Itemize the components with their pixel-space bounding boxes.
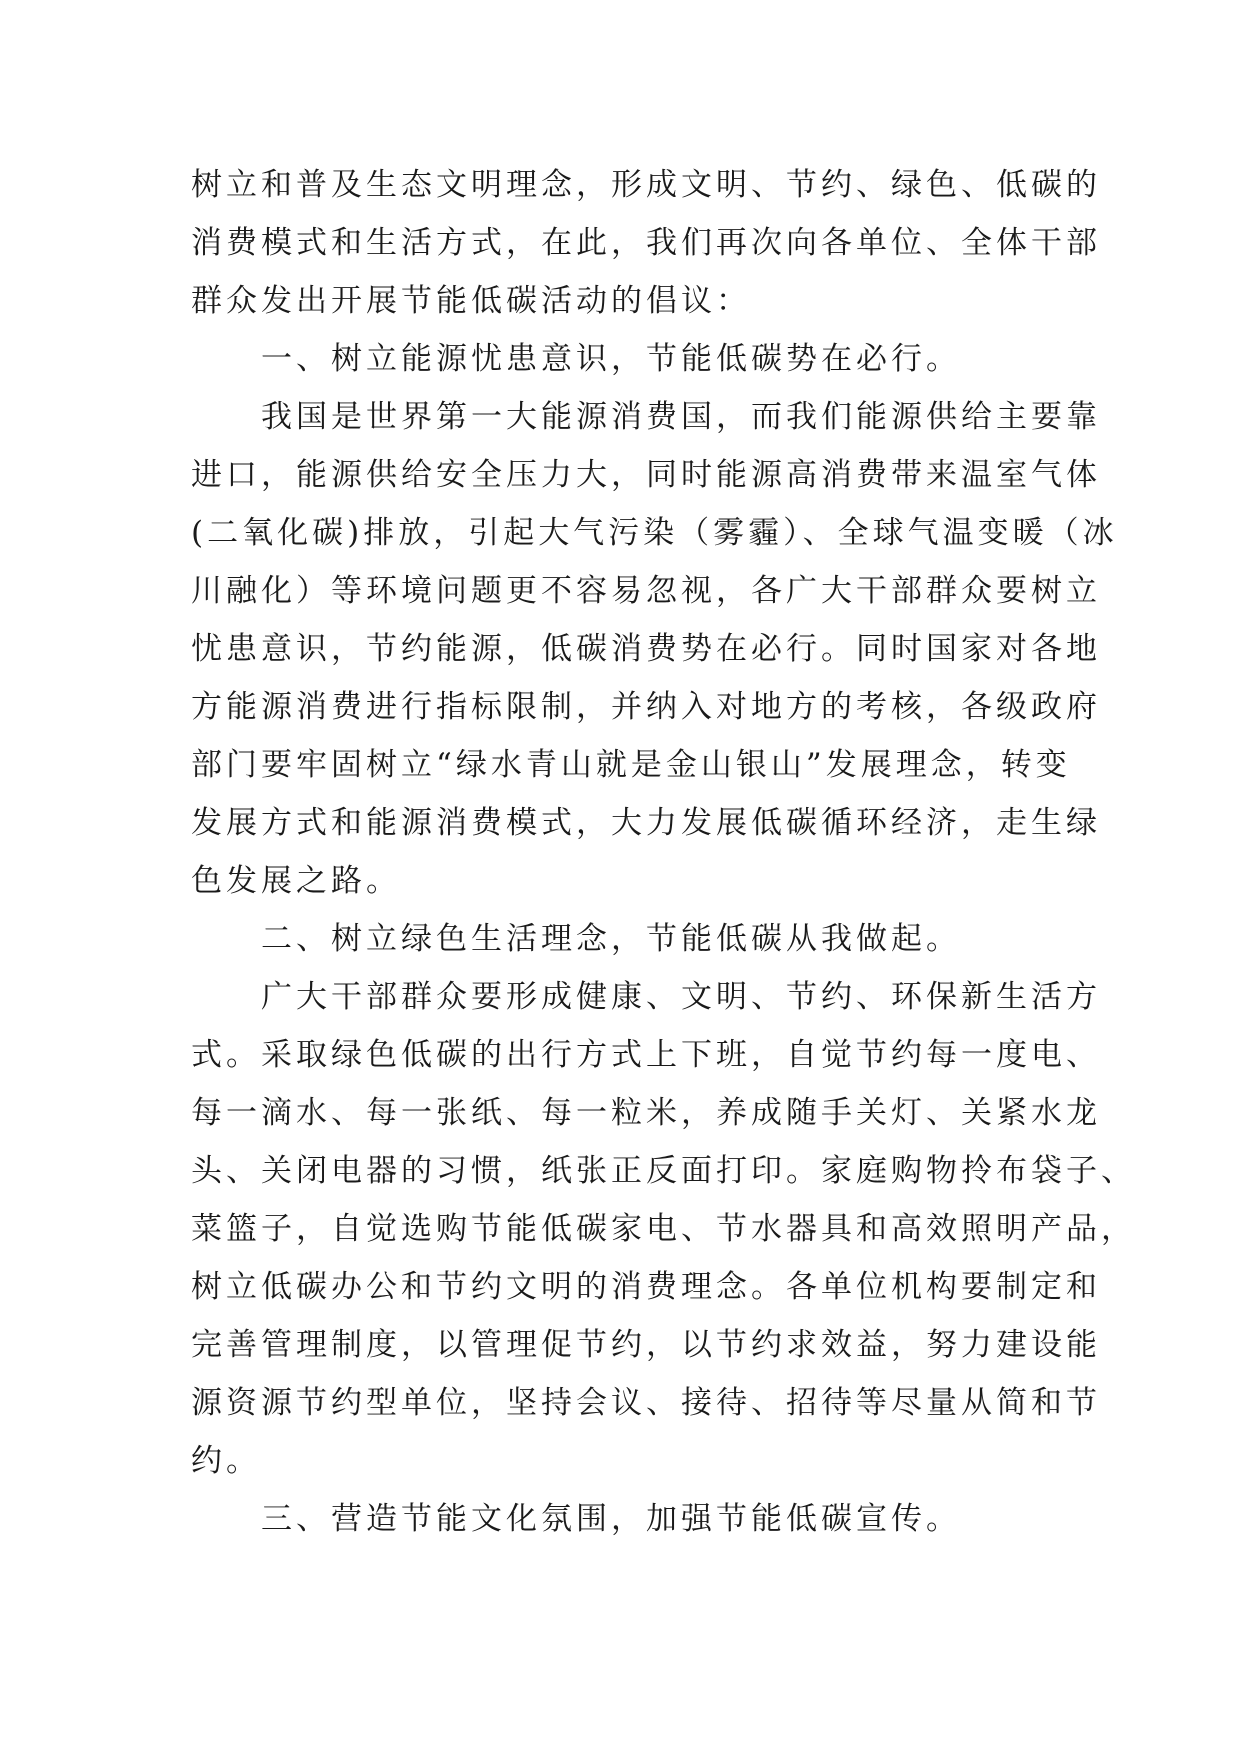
text-line: 每一滴水、每一张纸、每一粒米，养成随手关灯、关紧水龙 [191,1095,1101,1131]
text-line: 我国是世界第一大能源消费国，而我们能源供给主要靠 [191,399,1101,435]
text-line: 忧患意识，节约能源，低碳消费势在必行。同时国家对各地 [191,631,1101,667]
section-heading [191,330,1071,388]
text-line: 群众发出开展节能低碳活动的倡议： [191,283,751,319]
text-line: 广大干部群众要形成健康、文明、节约、环保新生活方 [191,979,1101,1015]
text-line: (二氧化碳)排放，引起大气污染（雾霾）、全球气温变暖（冰 [191,515,1118,551]
text-line: 消费模式和生活方式，在此，我们再次向各单位、全体干部 [191,225,1101,261]
text-line: 树立低碳办公和节约文明的消费理念。各单位机构要制定和 [191,1269,1101,1305]
body-paragraph [191,388,1118,910]
document-body [191,156,1136,1548]
text-line: 菜篮子，自觉选购节能低碳家电、节水器具和高效照明产品， [191,1211,1136,1247]
text-line: 三、营造节能文化氛围，加强节能低碳宣传。 [191,1501,961,1537]
body-paragraph [191,968,1136,1490]
section-heading [191,1490,1071,1548]
body-paragraph [191,156,1101,330]
text-line: 源资源节约型单位，坚持会议、接待、招待等尽量从简和节 [191,1385,1101,1421]
text-line: 树立和普及生态文明理念，形成文明、节约、绿色、低碳的 [191,167,1101,203]
text-line: 方能源消费进行指标限制，并纳入对地方的考核，各级政府 [191,689,1101,725]
text-line: 部门要牢固树立“绿水青山就是金山银山”发展理念，转变 [191,747,1071,783]
text-line: 发展方式和能源消费模式，大力发展低碳循环经济，走生绿 [191,805,1101,841]
text-line: 二、树立绿色生活理念，节能低碳从我做起。 [191,921,961,957]
text-line: 约。 [191,1443,261,1479]
text-line: 式。采取绿色低碳的出行方式上下班，自觉节约每一度电、 [191,1037,1101,1073]
text-line: 头、关闭电器的习惯，纸张正反面打印。家庭购物拎布袋子、 [191,1153,1136,1189]
text-line: 进口，能源供给安全压力大，同时能源高消费带来温室气体 [191,457,1101,493]
section-heading [191,910,1071,968]
text-line: 色发展之路。 [191,863,401,899]
text-line: 完善管理制度，以管理促节约，以节约求效益，努力建设能 [191,1327,1101,1363]
text-line: 川融化）等环境问题更不容易忽视，各广大干部群众要树立 [191,573,1101,609]
text-line: 一、树立能源忧患意识，节能低碳势在必行。 [191,341,961,377]
